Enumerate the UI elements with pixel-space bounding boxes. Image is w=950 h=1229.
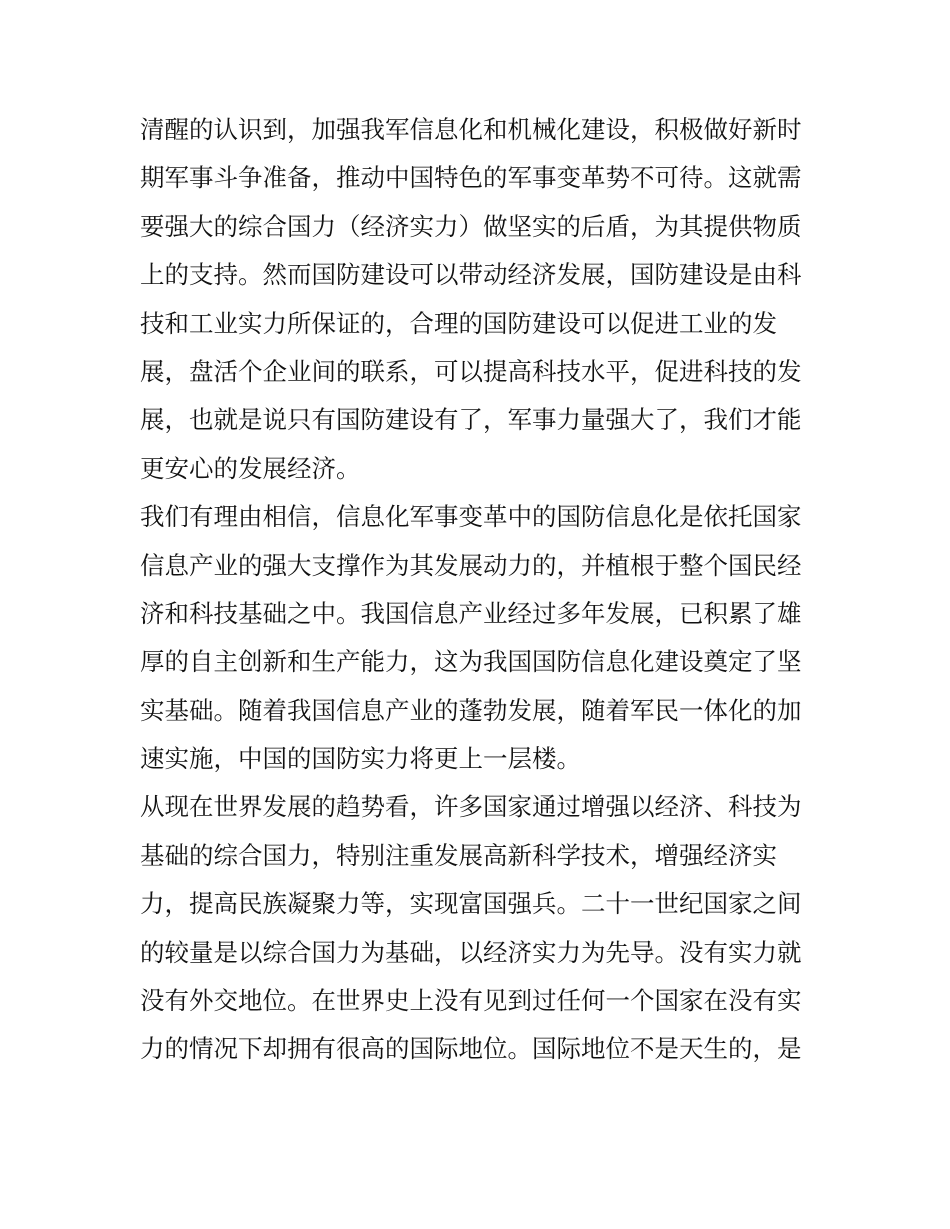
body-text: [140, 106, 820, 1074]
text-line: 更安心的发展经济。: [140, 453, 361, 483]
text-line: 速实施，中国的国防实力将更上一层楼。: [140, 744, 581, 774]
text-line: 没有外交地位。在世界史上没有见到过任何一个国家在没有实: [140, 986, 802, 1016]
text-line: 展，也就是说只有国防建设有了，军事力量强大了，我们才能: [140, 405, 802, 435]
text-line: 力的情况下却拥有很高的国际地位。国际地位不是天生的，是: [140, 1034, 802, 1064]
text-line: 要强大的综合国力（经济实力）做坚实的后盾，为其提供物质: [140, 211, 802, 241]
text-line: 上的支持。然而国防建设可以带动经济发展，国防建设是由科: [140, 260, 802, 290]
text-line: 厚的自主创新和生产能力，这为我国国防信息化建设奠定了坚: [140, 647, 802, 677]
text-line: 济和科技基础之中。我国信息产业经过多年发展，已积累了雄: [140, 598, 802, 628]
text-line: 技和工业实力所保证的，合理的国防建设可以促进工业的发: [140, 308, 777, 338]
text-line: 的较量是以综合国力为基础，以经济实力为先导。没有实力就: [140, 937, 802, 967]
text-line: 力，提高民族凝聚力等，实现富国强兵。二十一世纪国家之间: [140, 889, 802, 919]
text-line: 信息产业的强大支撑作为其发展动力的，并植根于整个国民经: [140, 550, 802, 580]
text-line: 我们有理由相信，信息化军事变革中的国防信息化是依托国家: [140, 502, 802, 532]
text-line: 展，盘活个企业间的联系，可以提高科技水平，促进科技的发: [140, 356, 802, 386]
text-line: 期军事斗争准备，推动中国特色的军事变革势不可待。这就需: [140, 163, 802, 193]
text-line: 基础的综合国力，特别注重发展高新科学技术，增强经济实: [140, 840, 777, 870]
text-line: 实基础。随着我国信息产业的蓬勃发展，随着军民一体化的加: [140, 695, 802, 725]
text-line: 清醒的认识到，加强我军信息化和机械化建设，积极做好新时: [140, 115, 802, 144]
text-line: 从现在世界发展的趋势看，许多国家通过增强以经济、科技为: [140, 792, 802, 822]
